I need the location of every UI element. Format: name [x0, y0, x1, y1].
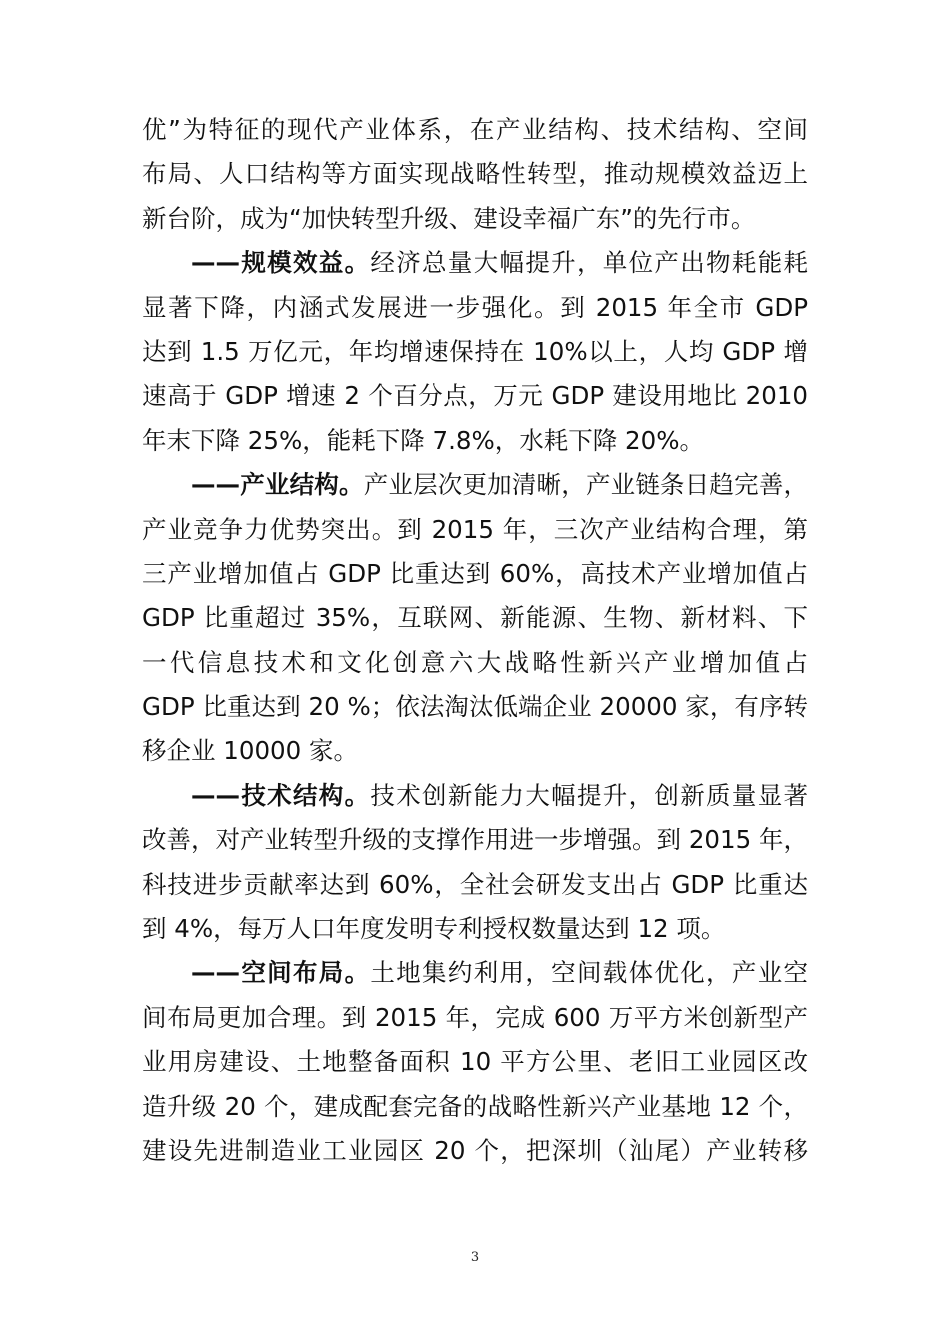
paragraph-first-line: [142, 774, 808, 818]
text-line: 间布局更加合理。到 2015 年，完成 600 万平方米创新型产: [142, 1002, 808, 1032]
text-line: 造升级 20 个，建成配套完备的战略性新兴产业基地 12 个，: [142, 1091, 808, 1121]
section-heading: ——规模效益。: [191, 248, 371, 278]
text-span: 产业层次更加清晰，产业链条日趋完善，: [363, 470, 809, 500]
paragraph-first-line: [142, 241, 808, 285]
text-line: GDP 比重超过 35%，互联网、新能源、生物、新材料、下: [142, 603, 808, 633]
text-line: 改善，对产业转型升级的支撑作用进一步增强。到 2015 年，: [142, 825, 808, 855]
text-line: 建设先进制造业工业园区 20 个，把深圳（汕尾）产业转移: [142, 1135, 808, 1165]
text-line: 布局、人口结构等方面实现战略性转型，推动规模效益迈上: [142, 159, 808, 189]
paragraph-first-line: [142, 463, 808, 507]
paragraph-spatial-layout: [142, 951, 808, 1173]
text-line: 一代信息技术和文化创意六大战略性新兴产业增加值占: [142, 647, 808, 677]
section-heading: ——技术结构。: [191, 780, 371, 810]
paragraph-first-line: [142, 951, 808, 995]
text-line: 年末下降 25%，能耗下降 7.8%，水耗下降 20%。: [142, 425, 705, 455]
paragraph-industrial-structure: [142, 463, 808, 774]
text-span: 经济总量大幅提升，单位产出物耗能耗: [370, 248, 809, 278]
text-line: 产业竞争力优势突出。到 2015 年，三次产业结构合理，第: [142, 514, 808, 544]
text-line: 达到 1.5 万亿元，年均增速保持在 10%以上，人均 GDP 增: [142, 336, 808, 366]
text-line: GDP 比重达到 20 %；依法淘汰低端企业 20000 家，有序转: [142, 692, 808, 722]
text-line: 速高于 GDP 增速 2 个百分点，万元 GDP 建设用地比 2010: [142, 381, 808, 411]
text-span: 技术创新能力大幅提升，创新质量显著: [370, 780, 809, 810]
text-span: 土地集约利用，空间载体优化，产业空: [370, 958, 809, 988]
text-line: 优”为特征的现代产业体系，在产业结构、技术结构、空间: [142, 115, 808, 144]
text-line: 到 4%，每万人口年度发明专利授权数量达到 12 项。: [142, 914, 726, 944]
section-heading: ——空间布局。: [191, 958, 371, 988]
text-line: 显著下降，内涵式发展进一步强化。到 2015 年全市 GDP: [142, 292, 808, 322]
text-line: 业用房建设、土地整备面积 10 平方公里、老旧工业园区改: [142, 1047, 808, 1077]
text-line: 移企业 10000 家。: [142, 736, 359, 766]
text-line: 科技进步贡献率达到 60%，全社会研发支出占 GDP 比重达: [142, 869, 808, 899]
text-line: 新台阶，成为“加快转型升级、建设幸福广东”的先行市。: [142, 203, 756, 233]
paragraph-technology-structure: [142, 774, 808, 952]
paragraph: [142, 108, 808, 241]
page-number: 3: [470, 1250, 480, 1265]
document-body: [142, 108, 808, 1173]
text-line: 三产业增加值占 GDP 比重达到 60%，高技术产业增加值占: [142, 558, 808, 588]
section-heading: ——产业结构。: [191, 470, 364, 500]
paragraph-scale-benefit: [142, 241, 808, 463]
